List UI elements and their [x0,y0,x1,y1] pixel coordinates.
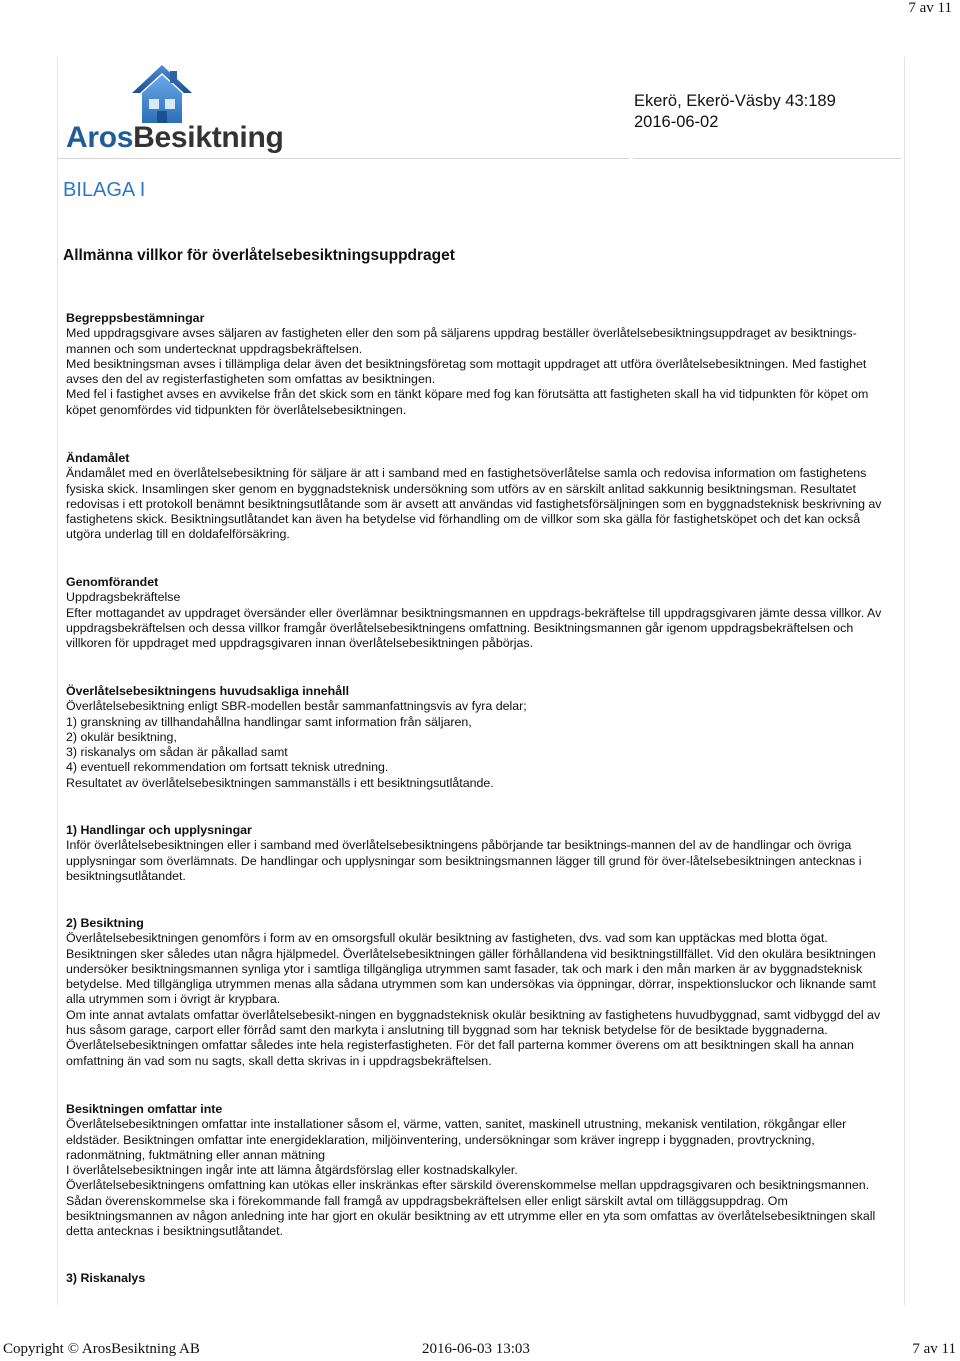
paragraph-line: 1) granskning av tillhandahållna handlingar samt information från säljaren, [66,714,472,729]
paragraph-line: Uppdragsbekräftelse [66,590,181,605]
house-icon [130,63,194,125]
footer-timestamp: 2016-06-03 13:03 [422,1341,530,1357]
paragraph-line: Med besiktningsman avses i tillämpliga delar även det besiktningsföretag som mottagit uppdraget att utföra överlåtelsebesiktningen. Med fastighet [66,356,867,371]
section-heading: Ändamålet [66,451,130,465]
section-heading: Överlåtelsebesiktningens huvudsakliga innehåll [66,684,350,698]
paragraph-line: I överlåtelsebesiktningen ingår inte att lämna åtgärdsförslag eller kostnadskalkyler. [66,1163,518,1178]
paragraph-line: Ändamålet med en överlåtelsebesiktning för säljare är att i samband med en fastighetsöverlåtelse samla och redovisa information om fastighetens [66,466,867,481]
section-andamalet [66,451,896,543]
header-divider-right [633,158,901,159]
section-huvudsakliga-innehall [66,684,896,791]
paragraph-line: Med uppdragsgivare avses säljaren av fastigheten eller den som på säljarens uppdrag beställer överlåtelsebesiktningsuppdraget av besiktnings- [66,326,857,341]
footer-page-counter: 7 av 11 [912,1341,956,1357]
paragraph-line: omfattning än vad som nu sagts, skall detta skrivas in i uppdragsbekräftelsen. [66,1053,492,1068]
logo-wordmark: ArosBesiktning [66,121,284,154]
paragraph-line: detta antecknas i besiktningsutlåtandet. [66,1224,283,1239]
paragraph-line: alla utrymmen som i övrigt är krypbara. [66,992,281,1007]
paragraph-line: upplysningar som överlämnats. De handlingar och upplysningar som besiktningsmannen lägger till grund för över-låtelsebesiktningen antecknas i [66,853,862,868]
paragraph-line: mannen och som undertecknat uppdragsbekräftelsen. [66,341,363,356]
terms-title: Allmänna villkor för överlåtelsebesiktningsuppdraget [63,247,455,264]
section-riskanalys [66,1271,896,1286]
paragraph-line: Med fel i fastighet avses en avvikelse från det skick som en tänkt köpare med fog kan förutsätta att fastigheten skall ha vid tidpunkten för köpet om [66,387,869,402]
paragraph-line: avses den del av registerfastigheten som omfattas av besiktningen. [66,372,436,387]
paragraph-line: Sådan överenskommelse ska i förekommande fall framgå av uppdragsbekräftelsen eller enligt särskilt avtal om tilläggsuppdrag. Om [66,1193,788,1208]
property-address: Ekerö, Ekerö-Väsby 43:189 [634,92,836,110]
paragraph-line: fastighetens skick. Besiktningsutlåtandet kan även ha betydelse vid förhandling om de villkor som ska gälla för fastighetsköpet och det kan också [66,512,861,527]
paragraph-line: Om inte annat avtalats omfattar överlåtelsebesikt-ningen en byggnadsteknisk okulär besiktning av fastighetens huvudbyggnad, samt vidbyggd del av [66,1007,881,1022]
paragraph-line: Överlåtelsebesiktningen omfattar således inte hela registerfastigheten. För det fall parterna kommer överens om att besiktningen skall ha annan [66,1038,854,1053]
paragraph-line: besiktningsmannen av någon anledning inte har gjort en okulär besiktning av ett utrymme eller en yta som omfattas av överlåtelsebesiktningen skall [66,1209,876,1224]
paragraph-line: utgöra underlag till en doldafelförsäkring. [66,527,290,542]
paragraph-line: redovisas i ett protokoll benämnt besiktningsutlåtande som är avsett att användas vid fastighetsförsäljningen som en byggnadsteknisk beskrivning av [66,496,882,511]
paragraph-line: villkoren för uppdraget med uppdragsgivaren innan överlåtelsebesiktningen påbörjas. [66,636,534,651]
section-heading: 3) Riskanalys [66,1271,146,1285]
property-header [634,91,836,133]
paragraph-line: fysiska skick. Insamlingen sker genom en byggnadsteknisk undersökning som utförs av en särskilt anlitad sakkunnig besiktningsman. Resultatet [66,481,856,496]
section-besiktning [66,916,896,1069]
section-genomforandet [66,575,896,651]
section-heading: Begreppsbestämningar [66,311,205,325]
paragraph-line: 2) okulär besiktning, [66,729,177,744]
header-divider-left [57,158,629,159]
paragraph-line: radonmätning, fuktmätning eller annan mätning [66,1147,325,1162]
appendix-title: BILAGA I [63,179,146,201]
paragraph-line: Resultatet av överlåtelsebesiktningen sammanställs i ett besiktningsutlåtande. [66,775,494,790]
paragraph-line: 3) riskanalys om sådan är påkallad samt [66,745,288,760]
report-date: 2016-06-02 [634,113,719,131]
section-heading: 2) Besiktning [66,916,144,930]
section-heading: Besiktningen omfattar inte [66,1102,223,1116]
paragraph-line: betydelse. Med tillgängliga utrymmen menas alla sådana utrymmen som kan undersökas via öppningar, dörrar, inspektionsluckor och liknande samt [66,977,876,992]
section-heading: 1) Handlingar och upplysningar [66,823,252,837]
paragraph-line: Överlåtelsebesiktningens omfattning kan utökas eller inskränkas efter särskild överenskommelse mellan uppdragsgivaren och besiktningsmannen. [66,1178,870,1193]
paragraph-line: 4) eventuell rekommendation om fortsatt teknisk utredning. [66,760,389,775]
page-counter-top: 7 av 11 [908,0,952,16]
section-omfattar-inte [66,1102,896,1240]
paragraph-line: Överlåtelsebesiktning enligt SBR-modellen består sammanfattningsvis av fyra delar; [66,699,527,714]
section-begreppsbestamningar [66,311,896,418]
company-logo [66,63,284,155]
paragraph-line: besiktningsutlåtandet. [66,868,186,883]
paragraph-line: Besiktningen sker således utan några hjälpmedel. Överlåtelsebesiktningen gäller förhållandena vid besiktningstillfället. Vid den okulära besiktningen [66,946,876,961]
paragraph-line: uppdragsbekräftelsen och dessa villkor framgår överlåtelsebesiktningens omfattning. Besiktningsmannen går igenom uppdragsbekräftelsen och [66,620,854,635]
section-heading: Genomförandet [66,575,159,589]
paragraph-line: hus såsom garage, carport eller förråd samt den markyta i anslutning till byggnad som har teknisk betydelse för de besiktade byggnaderna. [66,1023,828,1038]
paragraph-line: köpet genomfördes vid tidpunkten för överlåtelsebesiktningen. [66,402,407,417]
paragraph-line: Efter mottagandet av uppdraget översänder eller överlämnar besiktningsmannen en uppdrags-bekräftelse till uppdragsgivaren jämte dessa villkor. Av [66,605,882,620]
paragraph-line: eldstäder. Besiktningen omfattar inte energideklaration, miljöinventering, undersökningar som kräver ingrepp i byggnaden, provtryckning, [66,1132,815,1147]
paragraph-line: Inför överlåtelsebesiktningen eller i samband med överlåtelsebesiktningens påbörjande tar besiktnings-mannen del av de handlingar och övriga [66,838,852,853]
page-footer [0,1341,960,1361]
footer-copyright: Copyright © ArosBesiktning AB [3,1341,200,1357]
section-handlingar [66,823,896,884]
paragraph-line: undersöker besiktningsmannen synliga ytor i samtliga tillgängliga utrymmen samt fasader, tak och mark i den mån marken är av byggnadsteknisk [66,961,863,976]
paragraph-line: Överlåtelsebesiktningen genomförs i form av en omsorgsfull okulär besiktning av fastigheten, dvs. vad som kan upptäckas med blotta ögat. [66,931,828,946]
paragraph-line: Överlåtelsebesiktningen omfattar inte installationer såsom el, värme, vatten, sanitet, maskinell utrustning, mekanisk ventilation, rökgångar eller [66,1117,847,1132]
